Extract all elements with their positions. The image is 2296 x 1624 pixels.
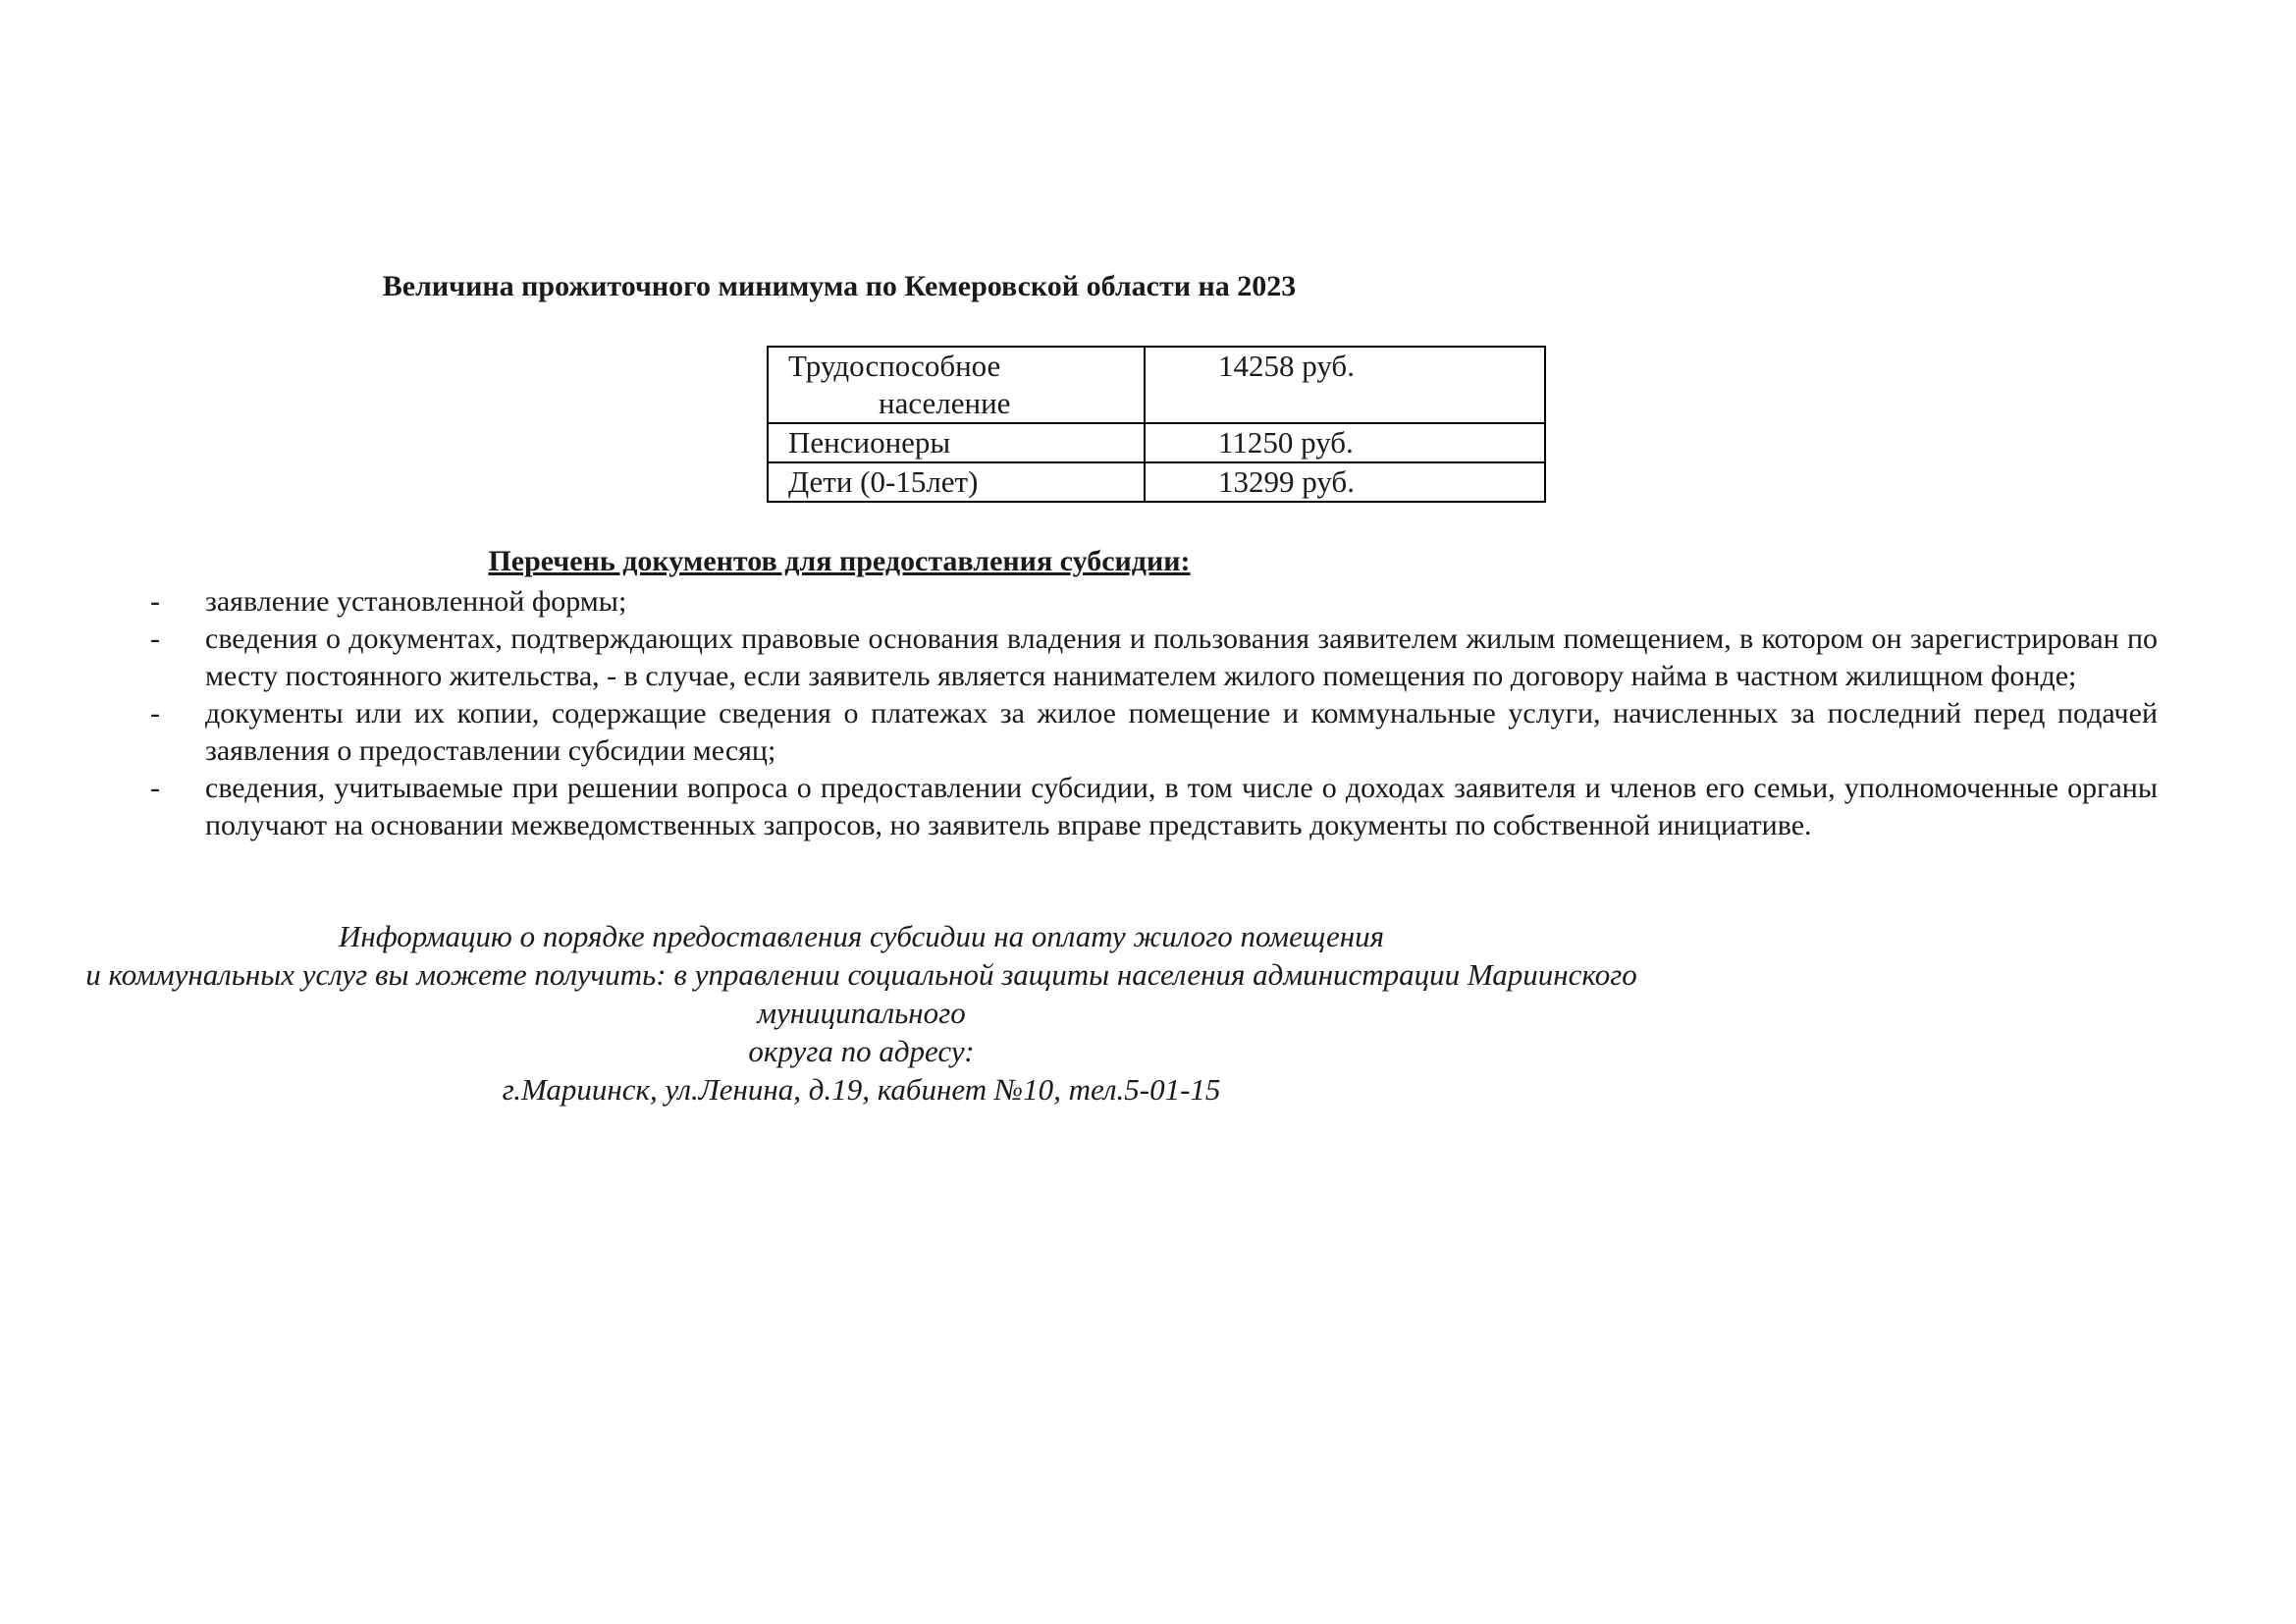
list-item xyxy=(150,770,2158,844)
info-line: и коммунальных услуг вы можете получить: в управлении социальной защиты населения администрации Мариинского муниципального xyxy=(85,957,1637,1030)
table-row xyxy=(768,462,1545,502)
table-cell-category: Пенсионеры xyxy=(768,423,1145,462)
table-cell-value: 14258 руб. xyxy=(1145,347,1545,423)
info-line: округа по адресу: xyxy=(748,1034,975,1068)
list-item-text: сведения о документах, подтверждающих правовые основания владения и пользования заявителем жилым помещением, в котором он зарегистрирован по месту постоянного жительства, - в случае, если заявитель является нанимателем жилого помещения по договору найма в частном жилищном фонде; xyxy=(205,623,2158,692)
living-minimum-table xyxy=(767,346,1546,503)
info-line: Информацию о порядке предоставления субсидии на оплату жилого помещения xyxy=(338,919,1385,953)
bullet-dash: - xyxy=(150,623,160,655)
info-address: г.Мариинск, ул.Ленина, д.19, кабинет №10, тел.5-01-15 xyxy=(502,1072,1221,1107)
table-row xyxy=(768,423,1545,462)
documents-heading xyxy=(0,542,1679,581)
documents-heading-text: Перечень документов для предоставления субсидии: xyxy=(488,545,1191,577)
list-item xyxy=(150,621,2158,695)
category-line2: население xyxy=(879,386,1011,420)
document-title-text: Величина прожиточного минимума по Кемеровской области на 2023 xyxy=(382,270,1297,302)
category-line1: Трудоспособное xyxy=(788,349,1001,383)
documents-list xyxy=(150,583,2158,844)
list-item-text: сведения, учитываемые при решении вопроса о предоставлении субсидии, в том числе о доходах заявителя и членов его семьи, уполномоченные органы получают на основании межведомственных запросов, но заявитель вправе представить документы по собственной инициативе. xyxy=(205,772,2158,841)
table-row xyxy=(768,347,1545,423)
list-item-text: документы или их копии, содержащие сведения о платежах за жилое помещение и коммунальные услуги, начисленных за последний перед подачей заявления о предоставлении субсидии месяц; xyxy=(205,697,2158,767)
table-cell-category xyxy=(768,347,1145,423)
document-title xyxy=(0,267,1679,306)
list-item-text: заявление установленной формы; xyxy=(205,585,627,618)
bullet-dash: - xyxy=(150,585,160,618)
list-item xyxy=(150,583,2158,621)
table-cell-value: 11250 руб. xyxy=(1145,423,1545,462)
bullet-dash: - xyxy=(150,772,160,804)
list-item xyxy=(150,695,2158,770)
bullet-dash: - xyxy=(150,697,160,730)
table-cell-value: 13299 руб. xyxy=(1145,462,1545,502)
table-cell-category: Дети (0-15лет) xyxy=(768,462,1145,502)
contact-info-block xyxy=(0,917,2296,1109)
